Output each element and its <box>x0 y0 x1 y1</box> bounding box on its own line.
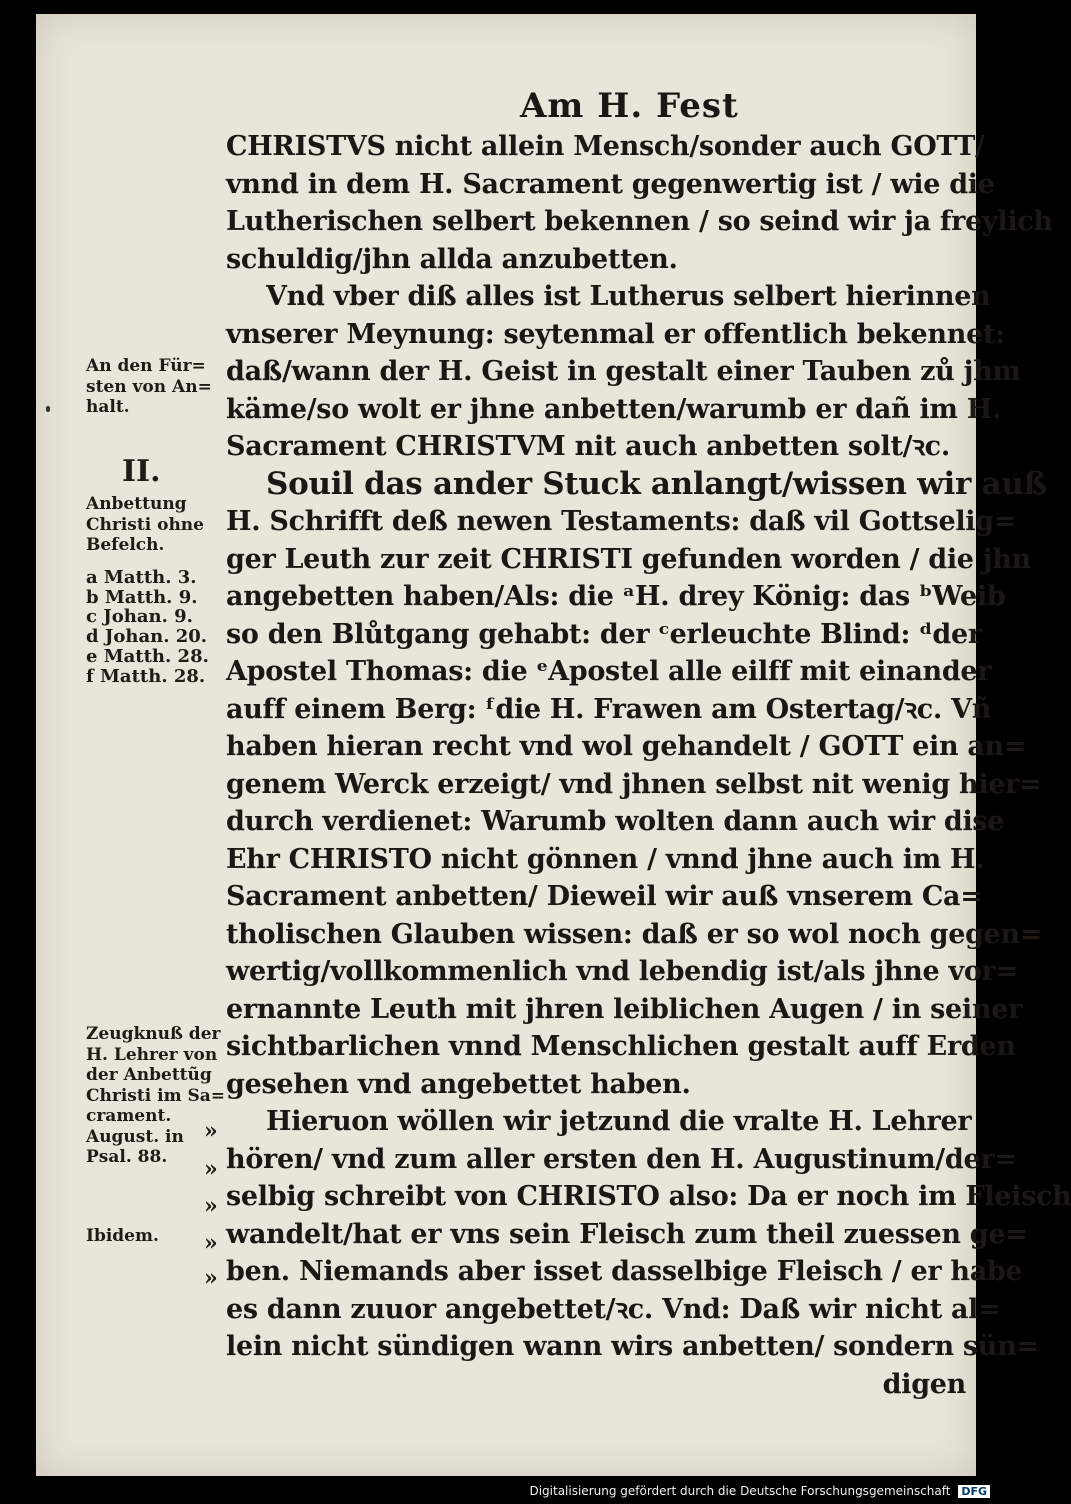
marginal-line: H. Lehrer von <box>86 1044 218 1065</box>
text-line: tholischen Glauben wissen: daß er so wol noch gegen= <box>226 918 1043 950</box>
reference-item: a Matth. 3. <box>86 567 197 588</box>
text-line: haben hieran recht vnd wol gehandelt / GOTT ein an= <box>226 731 1027 762</box>
text-line: CHRISTVS nicht allein Mensch/sonder auch GOTT/ <box>226 131 985 162</box>
marginal-line: Christi im Sa= <box>86 1085 226 1106</box>
text-line: wandelt/hat er vns sein Fleisch zum theil zuessen ge= <box>226 1218 1028 1250</box>
text-line: selbig schreibt von CHRISTO also: Da er noch im Fleisch <box>226 1181 1071 1212</box>
marginal-line: crament. <box>86 1106 172 1126</box>
marginal-line: An den Für= <box>86 356 206 376</box>
reference-item: c Johan. 9. <box>86 606 193 628</box>
page-speck <box>46 406 50 412</box>
catchword: digen <box>882 1368 966 1400</box>
section-number: II. <box>122 454 161 489</box>
text-line: daß/wann der H. Geist in gestalt einer Tauben zů jhm <box>226 356 1021 387</box>
quote-mark: » <box>204 1265 218 1291</box>
reference-item: d Johan. 20. <box>86 626 208 648</box>
text-line: so den Blůtgang gehabt: der ᶜerleuchte Blind: ᵈder <box>226 618 982 650</box>
digitization-footer <box>0 1484 990 1498</box>
text-line: auff einem Berg: ᶠdie H. Frawen am Ostertag/ꝛc. Vñ <box>226 693 992 725</box>
marginal-line: Befelch. <box>86 535 165 555</box>
text-line: Ehr CHRISTO nicht gönnen / vnnd jhne auch im H. <box>226 843 985 875</box>
marginal-note-zeugknuss <box>86 1024 226 1168</box>
reference-item: f Matth. 28. <box>86 665 206 687</box>
marginal-line: Christi ohne <box>86 514 204 535</box>
text-line: gesehen vnd angebettet haben. <box>226 1068 691 1100</box>
marginal-line: Zeugknuß der <box>86 1024 221 1044</box>
text-line: H. Schrifft deß newen Testaments: daß vil Gottselig= <box>226 506 1017 537</box>
text-line: ernannte Leuth mit jhren leiblichen Augen / in seiner <box>226 993 1023 1025</box>
marginal-references <box>86 568 232 686</box>
text-line: Hieruon wöllen wir jetzund die vralte H. Lehrer <box>266 1106 972 1137</box>
text-line: ben. Niemands aber isset dasselbige Fleisch / er habe <box>226 1256 1023 1287</box>
text-line: hören/ vnd zum aller ersten den H. Augustinum/der= <box>226 1143 1017 1175</box>
text-line: Souil das ander Stuck anlangt/wissen wir auß <box>266 465 1047 502</box>
text-line: genem Werck erzeigt/ vnd jhnen selbst nit wenig hier= <box>226 768 1042 800</box>
quote-mark: » <box>204 1118 218 1144</box>
running-header: Am H. Fest <box>520 86 739 126</box>
marginal-ibidem: Ibidem. <box>86 1226 159 1246</box>
text-line: käme/so wolt er jhne anbetten/warumb er dañ im H. <box>226 393 1002 425</box>
text-line: durch verdienet: Warumb wolten dann auch wir dise <box>226 806 1005 837</box>
text-line: wertig/vollkommenlich vnd lebendig ist/als jhne vor= <box>226 956 1018 987</box>
footer-text: Digitalisierung gefördert durch die Deutsche Forschungsgemeinschaft <box>529 1484 951 1498</box>
marginal-line: Anbettung <box>86 494 187 514</box>
text-line: Lutherischen selbert bekennen / so seind wir ja freylich <box>226 206 1053 237</box>
text-line: es dann zuuor angebettet/ꝛc. Vnd: Daß wir nicht al= <box>226 1293 1001 1325</box>
text-line: vnserer Meynung: seytenmal er offentlich bekennet: <box>226 318 1005 350</box>
text-line: schuldig/jhn allda anzubetten. <box>226 243 678 275</box>
quote-mark: » <box>204 1156 218 1182</box>
quote-mark: » <box>204 1230 218 1256</box>
marginal-line: sten von An= <box>86 376 212 397</box>
main-text-block <box>226 128 1071 1403</box>
text-line: angebetten haben/Als: die ᵃH. drey König: das ᵇWeib <box>226 581 1006 612</box>
marginal-line: Psal. 88. <box>86 1147 168 1167</box>
marginal-line: halt. <box>86 397 130 417</box>
reference-item: e Matth. 28. <box>86 645 209 667</box>
text-line: vnnd in dem H. Sacrament gegenwertig ist / wie die <box>226 168 995 200</box>
dfg-logo: DFG <box>958 1485 990 1498</box>
text-line: Sacrament CHRISTVM nit auch anbetten solt/ꝛc. <box>226 431 950 462</box>
text-line: Vnd vber diß alles ist Lutherus selbert hierinnen <box>266 281 991 312</box>
text-line: lein nicht sündigen wann wirs anbetten/ sondern sün= <box>226 1331 1039 1362</box>
marginal-note-anhalt <box>86 356 232 418</box>
text-line: Apostel Thomas: die ᵉApostel alle eilff mit einander <box>226 656 992 687</box>
text-line: sichtbarlichen vnnd Menschlichen gestalt auff Erden <box>226 1031 1016 1062</box>
text-line: ger Leuth zur zeit CHRISTI gefunden worden / die jhn <box>226 543 1031 575</box>
marginal-line: der Anbettũg <box>86 1065 212 1085</box>
reference-item: b Matth. 9. <box>86 586 198 608</box>
text-line: Sacrament anbetten/ Dieweil wir auß vnserem Ca= <box>226 881 983 912</box>
quote-mark: » <box>204 1193 218 1219</box>
marginal-line: August. in <box>86 1126 184 1147</box>
marginal-note-anbettung <box>86 494 232 556</box>
